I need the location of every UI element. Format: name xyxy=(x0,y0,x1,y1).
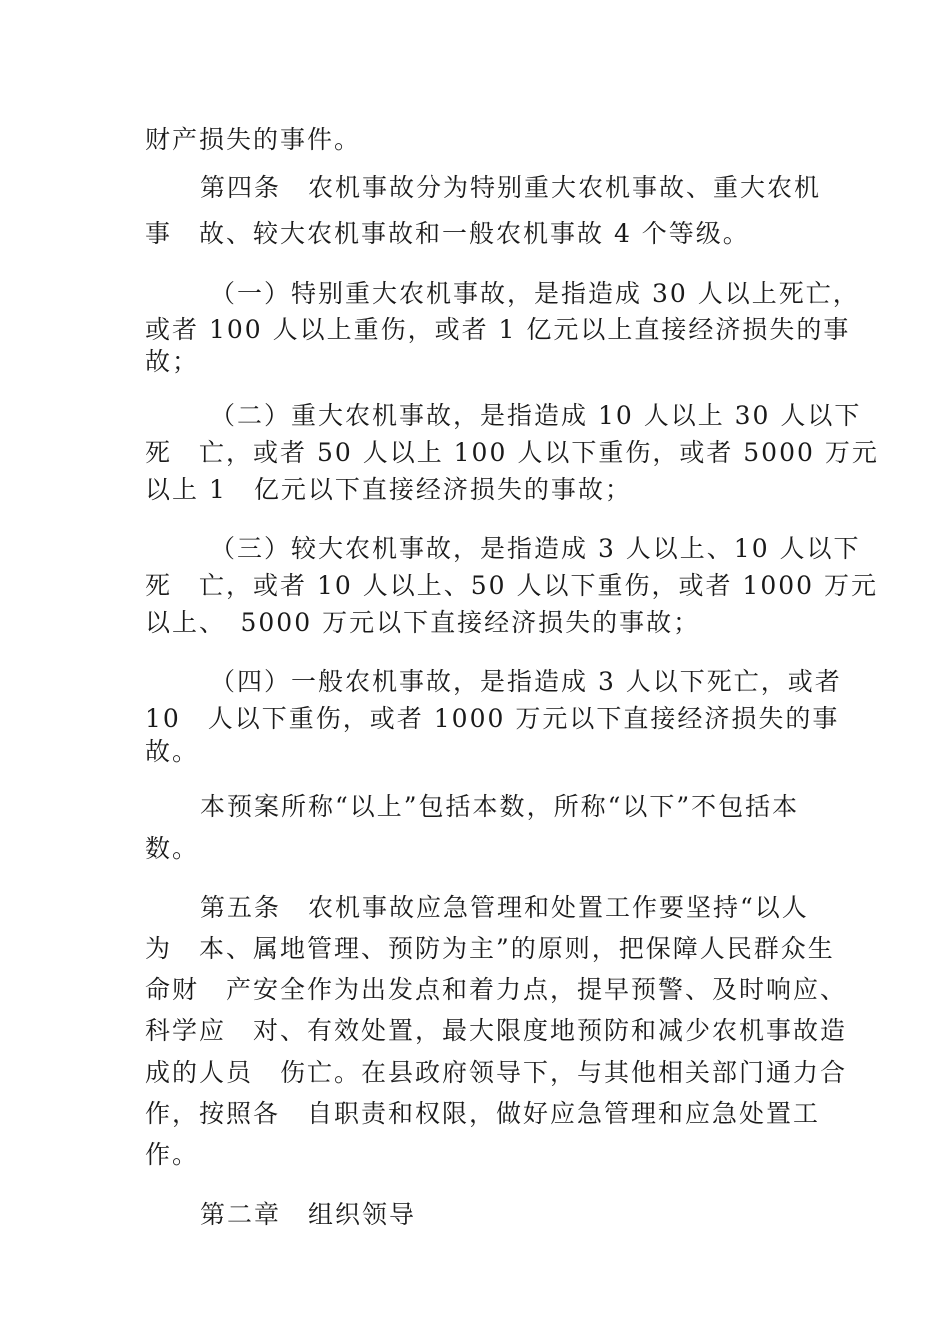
text-line: 为 本、属地管理、预防为主”的原则，把保障人民群众生 xyxy=(145,934,835,963)
list-item-line: （三）较大农机事故，是指造成 3 人以上、10 人以下 xyxy=(210,534,861,563)
text-line: 死 亡，或者 10 人以上、50 人以下重伤，或者 1000 万元 xyxy=(145,571,878,600)
list-item-line: （四）一般农机事故，是指造成 3 人以下死亡，或者 xyxy=(210,667,842,696)
text-line: 10 人以下重伤，或者 1000 万元以下直接经济损失的事 xyxy=(145,704,840,733)
text-line: 作。 xyxy=(145,1140,200,1169)
text-line: 作，按照各 自职责和权限，做好应急管理和应急处置工 xyxy=(145,1099,821,1128)
list-item-line: （一）特别重大农机事故，是指造成 30 人以上死亡， xyxy=(210,279,860,308)
text-line: 或者 100 人以上重伤，或者 1 亿元以上直接经济损失的事 xyxy=(145,315,851,344)
text-line: 科学应 对、有效处置，最大限度地预防和减少农机事故造 xyxy=(145,1016,848,1045)
text-line: 以上、 5000 万元以下直接经济损失的事故； xyxy=(145,608,701,637)
chapter-heading: 第二章 组织领导 xyxy=(200,1200,417,1229)
text-line: 数。 xyxy=(145,834,200,863)
text-line: 死 亡，或者 50 人以上 100 人以下重伤，或者 5000 万元 xyxy=(145,438,879,467)
text-line: 故。 xyxy=(145,737,200,766)
article-heading-line: 第四条 农机事故分为特别重大农机事故、重大农机 xyxy=(200,173,822,202)
text-line: 故； xyxy=(145,347,200,376)
list-item-line: （二）重大农机事故，是指造成 10 人以上 30 人以下 xyxy=(210,401,862,430)
text-line: 命财 产安全作为出发点和着力点，提早预警、及时响应、 xyxy=(145,975,848,1004)
text-line: 事 故、较大农机事故和一般农机事故 4 个等级。 xyxy=(145,219,750,248)
text-line: 财产损失的事件。 xyxy=(145,125,362,154)
text-line: 本预案所称“以上”包括本数，所称“以下”不包括本 xyxy=(200,792,800,821)
article-heading-line: 第五条 农机事故应急管理和处置工作要坚持“以人 xyxy=(200,893,809,922)
text-line: 以上 1 亿元以下直接经济损失的事故； xyxy=(145,475,632,504)
text-line: 成的人员 伤亡。在县政府领导下，与其他相关部门通力合 xyxy=(145,1058,848,1087)
